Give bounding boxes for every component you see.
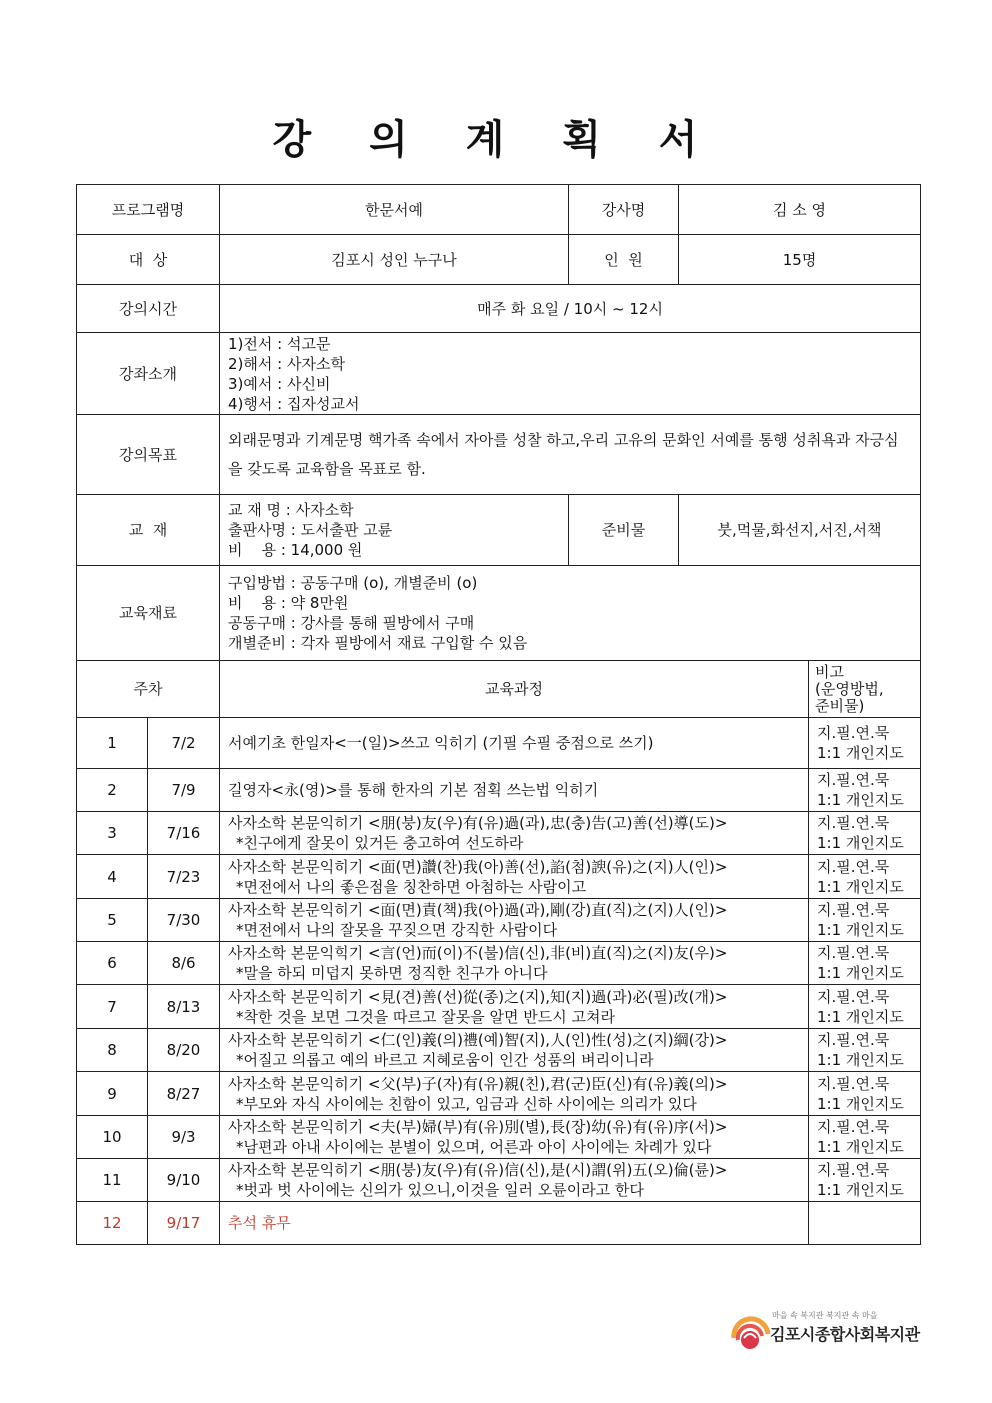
week-number: 12 [77, 1202, 148, 1245]
remark-method: 1:1 개인지도 [817, 964, 904, 982]
target-value: 김포시 성인 누구나 [220, 235, 569, 285]
material-line: 공동구매 : 강사를 통해 필방에서 구매 [228, 614, 475, 632]
row-program [77, 185, 921, 235]
remark-materials: 지.필.연.묵 [817, 1118, 890, 1136]
course-line: 사자소학 본문익히기 <父(부)子(자)有(유)親(친),君(군)臣(신)有(유)義(의)> [228, 1074, 728, 1093]
remark-materials: 지.필.연.묵 [817, 901, 890, 919]
page-title: 강 의 계 획 서 [272, 117, 720, 163]
time-label: 강의시간 [77, 285, 220, 333]
remark-method: 1:1 개인지도 [817, 1051, 904, 1069]
course-translation: *친구에게 잘못이 있거든 충고하여 선도하라 [236, 834, 524, 852]
week-number: 10 [77, 1116, 148, 1159]
textbook-line: 교 재 명 : 사자소학 [228, 501, 354, 519]
row-intro [77, 333, 921, 415]
course-translation: *벗과 벗 사이에는 신의가 있으니,이것을 일러 오륜이라고 한다 [236, 1181, 644, 1199]
row-material [77, 566, 921, 661]
schedule-row [77, 1116, 921, 1159]
remark-header: 비고 (운영방법, 준비물) [809, 661, 921, 718]
schedule-header-row [77, 661, 921, 718]
textbook-lines [220, 495, 569, 566]
intro-line: 4)행서 : 집자성교서 [228, 394, 360, 413]
row-goal [77, 415, 921, 495]
week-header: 주차 [77, 661, 220, 718]
welfare-center-logo [728, 1306, 928, 1352]
course-line: 길영자<永(영)>를 통해 한자의 기본 점획 쓰는법 익히기 [228, 781, 599, 799]
course-line: 추석 휴무 [228, 1214, 291, 1232]
remark [809, 899, 921, 942]
remark-materials: 지.필.연.묵 [817, 987, 890, 1006]
remark-materials: 지.필.연.묵 [817, 1161, 890, 1179]
schedule-row [77, 855, 921, 899]
week-date: 9/10 [148, 1159, 220, 1202]
remark-method: 1:1 개인지도 [817, 877, 904, 896]
schedule-row [77, 718, 921, 769]
textbook-line: 비 용 : 14,000 원 [228, 541, 363, 559]
material-line: 비 용 : 약 8만원 [228, 594, 349, 612]
logo-slogan: 마을 속 복지관 복지관 속 마을 [772, 1311, 878, 1320]
schedule-row [77, 1072, 921, 1116]
course-content [220, 1029, 809, 1072]
schedule-row [77, 1029, 921, 1072]
textbook-line: 출판사명 : 도서출판 고륜 [228, 521, 393, 539]
lecture-plan-table [76, 184, 921, 1245]
course-translation: *면전에서 나의 좋은점을 칭찬하면 아첨하는 사람이고 [236, 877, 587, 896]
remark [809, 942, 921, 985]
goal-text: 외래문명과 기계문명 핵가족 속에서 자아를 성찰 하고,우리 고유의 문화인 서예를 통행 성취욕과 자긍심을 갖도록 교육함을 목표로 함. [220, 415, 921, 495]
remark-method: 1:1 개인지도 [817, 791, 904, 809]
week-number: 1 [77, 718, 148, 769]
program-value: 한문서예 [220, 185, 569, 235]
week-date: 9/17 [148, 1202, 220, 1245]
intro-line: 1)전서 : 석고문 [228, 334, 331, 353]
row-time [77, 285, 921, 333]
remark [809, 1029, 921, 1072]
intro-line: 3)예서 : 사신비 [228, 374, 331, 393]
remark-materials: 지.필.연.묵 [817, 1031, 890, 1049]
material-line: 구입방법 : 공동구매 (o), 개별준비 (o) [228, 574, 478, 592]
course-content [220, 985, 809, 1029]
week-date: 7/16 [148, 812, 220, 855]
remark-method: 1:1 개인지도 [817, 744, 904, 762]
course-line: 사자소학 본문익히기 <面(면)責(책)我(아)過(과),剛(강)直(직)之(지)人(인)> [228, 901, 728, 919]
week-date: 8/6 [148, 942, 220, 985]
week-date: 7/30 [148, 899, 220, 942]
schedule-row [77, 899, 921, 942]
course-line: 사자소학 본문익히기 <朋(붕)友(우)有(유)過(과),忠(충)告(고)善(선)導(도)> [228, 814, 728, 832]
prep-label: 준비물 [569, 495, 679, 566]
remark-materials: 지.필.연.묵 [817, 1074, 890, 1093]
week-date: 8/27 [148, 1072, 220, 1116]
course-content [220, 718, 809, 769]
week-date: 7/9 [148, 769, 220, 812]
course-line: 사자소학 본문익히기 <仁(인)義(의)禮(예)智(지),人(인)性(성)之(지)綱(강)> [228, 1031, 728, 1049]
course-header: 교육과정 [220, 661, 809, 718]
time-value: 매주 화 요일 / 10시 ~ 12시 [220, 285, 921, 333]
week-date: 8/20 [148, 1029, 220, 1072]
schedule-row [77, 942, 921, 985]
remark-materials: 지.필.연.묵 [817, 814, 890, 832]
week-number: 11 [77, 1159, 148, 1202]
schedule-body [77, 718, 921, 1245]
remark-materials: 지.필.연.묵 [817, 944, 890, 962]
remark-materials: 지.필.연.묵 [817, 771, 890, 789]
count-label: 인 원 [569, 235, 679, 285]
remark-method: 1:1 개인지도 [817, 1094, 904, 1113]
course-translation: *어질고 의롭고 예의 바르고 지혜로움이 인간 성품의 벼리이니라 [236, 1051, 654, 1069]
course-content [220, 1116, 809, 1159]
target-label: 대 상 [77, 235, 220, 285]
course-line: 사자소학 본문익히기 <夫(부)婦(부)有(유)別(별),長(장)幼(유)有(유)序(서)> [228, 1118, 728, 1136]
teacher-label: 강사명 [569, 185, 679, 235]
week-date: 7/2 [148, 718, 220, 769]
course-content [220, 942, 809, 985]
logo-icon [728, 1308, 774, 1354]
remark-materials: 지.필.연.묵 [817, 857, 890, 876]
material-lines [220, 566, 921, 661]
intro-label: 강좌소개 [77, 333, 220, 415]
course-content [220, 1159, 809, 1202]
course-content [220, 1072, 809, 1116]
week-number: 9 [77, 1072, 148, 1116]
week-number: 4 [77, 855, 148, 899]
week-number: 7 [77, 985, 148, 1029]
week-number: 8 [77, 1029, 148, 1072]
remark-method: 1:1 개인지도 [817, 1138, 904, 1156]
course-line: 사자소학 본문익히기 <見(견)善(선)從(종)之(지),知(지)過(과)必(필)改(개)> [228, 987, 728, 1006]
remark [809, 985, 921, 1029]
remark [809, 1202, 921, 1245]
remark [809, 1159, 921, 1202]
course-content [220, 899, 809, 942]
course-translation: *부모와 자식 사이에는 친함이 있고, 임금과 신하 사이에는 의리가 있다 [236, 1094, 697, 1113]
course-line: 사자소학 본문익힉기 <言(언)而(이)不(불)信(신),非(비)直(직)之(지)友(우)> [228, 944, 728, 962]
week-date: 8/13 [148, 985, 220, 1029]
schedule-row [77, 1202, 921, 1245]
intro-lines [220, 333, 921, 415]
row-textbook [77, 495, 921, 566]
course-translation: *말을 하되 미덥지 못하면 정직한 친구가 아니다 [236, 964, 548, 982]
course-content [220, 855, 809, 899]
teacher-value: 김 소 영 [679, 185, 921, 235]
remark [809, 855, 921, 899]
remark [809, 1072, 921, 1116]
course-content [220, 769, 809, 812]
schedule-row [77, 812, 921, 855]
course-translation: *남편과 아내 사이에는 분별이 있으며, 어른과 아이 사이에는 차례가 있다 [236, 1138, 712, 1156]
remark-method: 1:1 개인지도 [817, 1181, 904, 1199]
intro-line: 2)해서 : 사자소학 [228, 354, 345, 373]
course-line: 사자소학 본문익히기 <朋(붕)友(우)有(유)信(신),是(시)謂(위)五(오)倫(륜)> [228, 1161, 728, 1179]
remark [809, 1116, 921, 1159]
week-number: 2 [77, 769, 148, 812]
remark [809, 812, 921, 855]
remark-method: 1:1 개인지도 [817, 921, 904, 939]
course-line: 사자소학 본문익히기 <面(면)讚(찬)我(아)善(선),諂(첨)諛(유)之(지)人(인)> [228, 857, 728, 876]
course-translation: *면전에서 나의 잘못을 꾸짖으면 강직한 사람이다 [236, 921, 558, 939]
material-label: 교육재료 [77, 566, 220, 661]
schedule-row [77, 1159, 921, 1202]
remark-method: 1:1 개인지도 [817, 1007, 904, 1026]
logo-name: 김포시종합사회복지관 [770, 1325, 920, 1344]
week-number: 5 [77, 899, 148, 942]
remark [809, 769, 921, 812]
goal-label: 강의목표 [77, 415, 220, 495]
course-translation: *착한 것을 보면 그것을 따르고 잘못을 알면 반드시 고쳐라 [236, 1007, 615, 1026]
textbook-label: 교 재 [77, 495, 220, 566]
week-date: 7/23 [148, 855, 220, 899]
course-content [220, 812, 809, 855]
count-value: 15명 [679, 235, 921, 285]
prep-value: 붓,먹물,화선지,서진,서책 [679, 495, 921, 566]
remark-materials: 지.필.연.묵 [817, 724, 890, 742]
schedule-row [77, 985, 921, 1029]
material-line: 개별준비 : 각자 필방에서 재료 구입할 수 있음 [228, 634, 528, 652]
program-label: 프로그램명 [77, 185, 220, 235]
remark-method: 1:1 개인지도 [817, 834, 904, 852]
course-content [220, 1202, 809, 1245]
schedule-row [77, 769, 921, 812]
week-number: 3 [77, 812, 148, 855]
week-number: 6 [77, 942, 148, 985]
week-date: 9/3 [148, 1116, 220, 1159]
course-line: 서예기초 한일자<一(일)>쓰고 익히기 (기필 수필 중점으로 쓰기) [228, 734, 654, 752]
row-target [77, 235, 921, 285]
remark [809, 718, 921, 769]
